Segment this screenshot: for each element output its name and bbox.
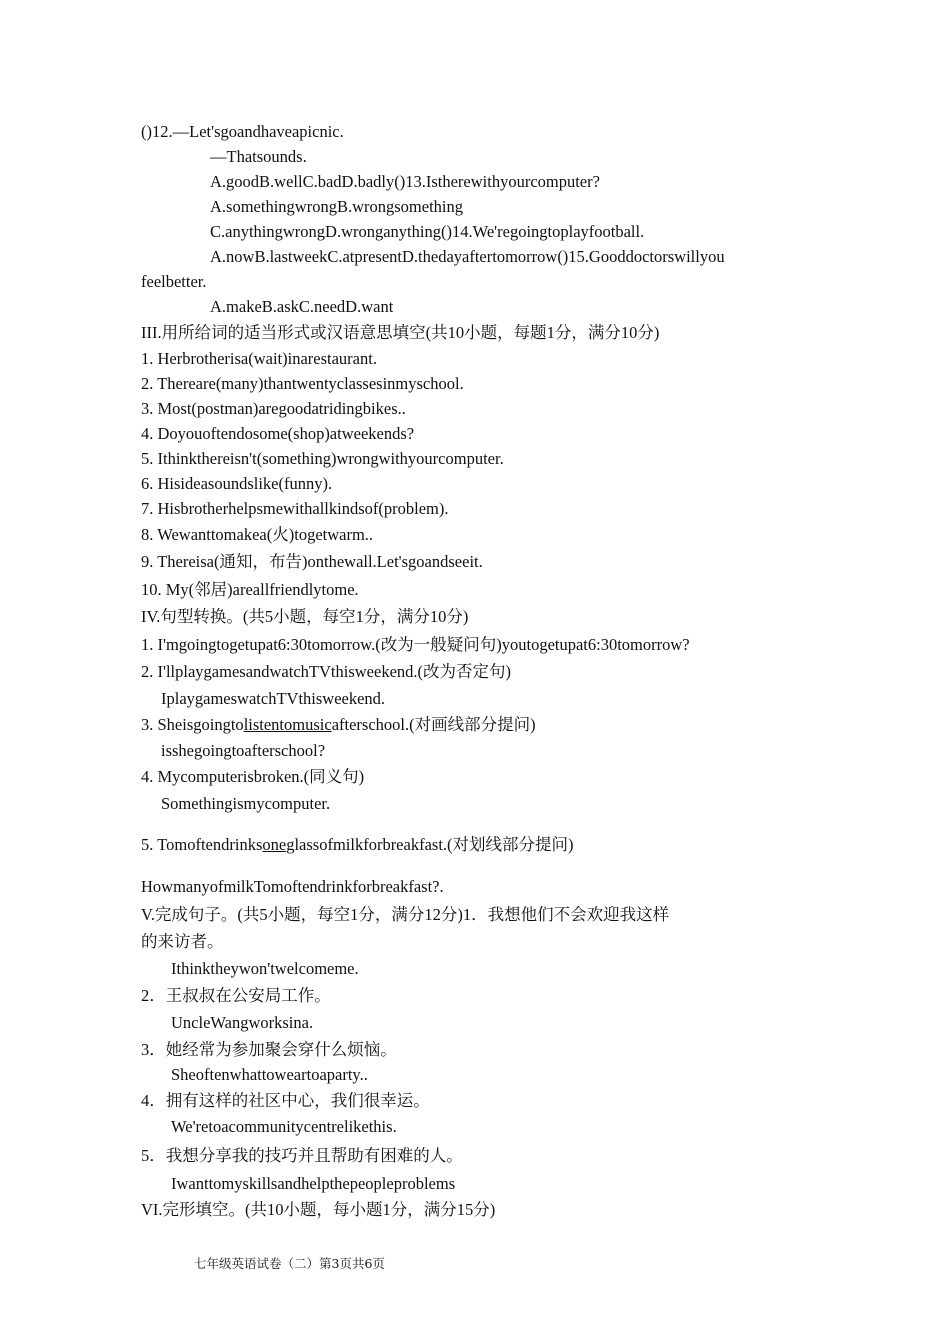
sec5-item-3-answer: Sheoftenwhattoweartoaparty.. [171,1065,368,1084]
sec4-item-3-suffix: afterschool.(对画线部分提问) [331,715,536,734]
sec4-item-1: 1. I'mgoingtogetupat6:30tomorrow.(改为一般疑问句)youtogetupat6:30tomorrow? [141,635,690,654]
section-vi-heading: VI.完形填空。(共10小题，每小题1分，满分15分) [141,1200,496,1219]
section-v-heading-cont: 的来访者。 [141,932,224,951]
sec3-item-1: 1. Herbrotherisa(wait)inarestaurant. [141,349,377,368]
sec5-item-4: 4．拥有这样的社区中心，我们很幸运。 [141,1091,430,1110]
section-v-heading: V.完成句子。(共5小题，每空1分，满分12分)1．我想他们不会欢迎我这样 [141,905,670,924]
q13-options-c-q14: C.anythingwrongD.wronganything()14.We'regoingtoplayfootball. [210,222,645,241]
sec4-item-4: 4. Mycomputerisbroken.(同义句) [141,767,365,786]
q12-line: ()12.—Let'sgoandhaveapicnic. [141,122,344,141]
section-iv-heading: IV.句型转换。(共5小题，每空1分，满分10分) [141,607,469,626]
sec3-item-6: 6. Hisideasoundslike(funny). [141,474,333,493]
q14-options-q15: A.nowB.lastweekC.atpresentD.thedayaftertomorrow()15.Gooddoctorswillyou [210,247,725,266]
section-iii-heading: III.用所给词的适当形式或汉语意思填空(共10小题，每题1分，满分10分) [141,323,660,342]
sec4-item-2: 2. I'llplaygamesandwatchTVthisweekend.(改为否定句) [141,662,512,681]
sec3-item-2: 2. Thereare(many)thantwentyclassesinmyschool. [141,374,464,393]
sec4-item-3-answer: isshegoingtoafterschool? [161,741,326,760]
sec3-item-7: 7. Hisbrotherhelpsmewithallkindsof(problem). [141,499,449,518]
sec5-item-3: 3．她经常为参加聚会穿什么烦恼。 [141,1040,397,1059]
sec3-item-5: 5. Ithinkthereisn't(something)wrongwithyourcomputer. [141,449,504,468]
q12-options-q13: A.goodB.wellC.badD.badly()13.Istherewithyourcomputer? [210,172,600,191]
sec4-item-3 [141,714,536,736]
q15-options: A.makeB.askC.needD.want [210,297,394,316]
sec4-item-5-suffix: glassofmilkforbreakfast.(对划线部分提问) [286,835,574,854]
sec3-item-10: 10. My(邻居)areallfriendlytome. [141,580,359,599]
sec4-item-5-answer: HowmanyofmilkTomoftendrinkforbreakfast?. [141,877,444,896]
sec4-item-2-answer: IplaygameswatchTVthisweekend. [161,689,386,708]
sec5-item-2: 2．王叔叔在公安局工作。 [141,986,331,1005]
sec4-item-5 [141,834,574,856]
q13-options-a: A.somethingwrongB.wrongsomething [210,197,463,216]
sec4-item-5-prefix: 5. Tomoftendrinks [141,835,263,854]
sec4-item-3-prefix: 3. Sheisgoingto [141,715,244,734]
sec5-item-1-answer: Ithinktheywon'twelcomeme. [171,959,359,978]
sec4-item-4-answer: Somethingismycomputer. [161,794,331,813]
sec4-item-3-underlined: listentomusic [243,715,332,734]
page-footer: 七年级英语试卷（二）第3页共6页 [194,1256,385,1271]
sec3-item-4: 4. Doyouoftendosome(shop)atweekends? [141,424,415,443]
sec3-item-3: 3. Most(postman)aregoodatridingbikes.. [141,399,406,418]
sec5-item-2-answer: UncleWangworksina. [171,1013,314,1032]
q15-continuation: feelbetter. [141,272,207,291]
sec5-item-4-answer: We'retoacommunitycentrelikethis. [171,1117,397,1136]
sec5-item-5-answer: Iwanttomyskillsandhelpthepeopleproblems [171,1174,456,1193]
q12-response: —Thatsounds. [210,147,307,166]
sec5-item-5: 5．我想分享我的技巧并且帮助有困难的人。 [141,1146,463,1165]
sec4-item-5-underlined: one [262,835,287,854]
sec3-item-9: 9. Thereisa(通知，布告)onthewall.Let'sgoandseeit. [141,552,483,571]
sec3-item-8: 8. Wewanttomakea(火)togetwarm.. [141,525,374,544]
